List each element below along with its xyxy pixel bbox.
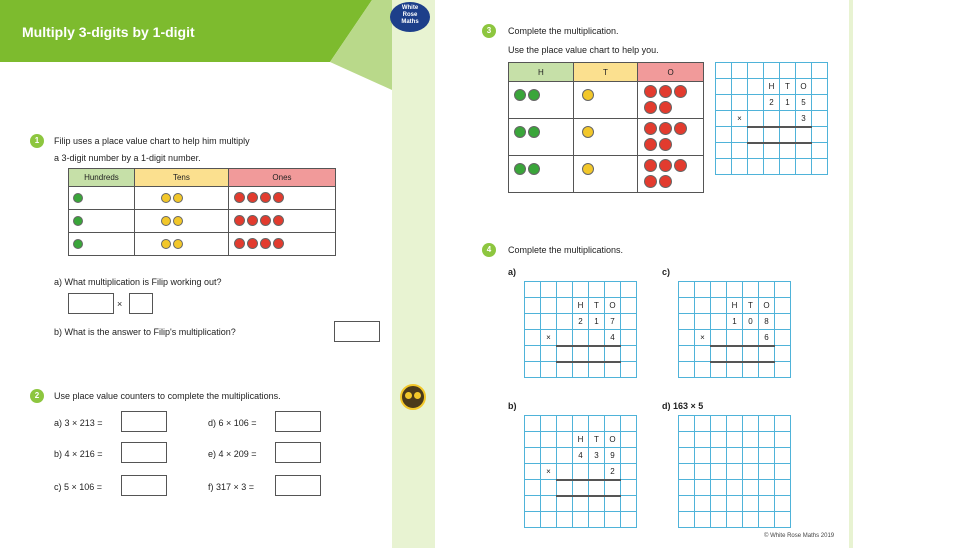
- q2c-label: c) 5 × 106 =: [54, 482, 103, 492]
- q2f-label: f) 317 × 3 =: [208, 482, 255, 492]
- q1-text-line2: a 3-digit number by a 1-digit number.: [54, 153, 201, 163]
- one-counter: [674, 122, 687, 135]
- one-counter: [644, 138, 657, 151]
- one-counter: [273, 238, 284, 249]
- q2e-answer-box[interactable]: [275, 442, 321, 463]
- hundred-counter: [514, 126, 526, 138]
- one-counter: [273, 192, 284, 203]
- table-row: [69, 187, 336, 210]
- q1-place-value-chart: [68, 168, 336, 256]
- q3-text-line1: Complete the multiplication.: [508, 26, 619, 36]
- grid-t-header: T: [589, 432, 605, 448]
- one-counter: [260, 238, 271, 249]
- grid-o-header: O: [796, 79, 812, 95]
- q4a-label: a): [508, 267, 517, 277]
- q2e-label: e) 4 × 209 =: [208, 449, 257, 459]
- one-counter: [273, 215, 284, 226]
- owl-mascot-icon: [400, 384, 426, 410]
- logo-line2: Rose: [402, 12, 418, 18]
- grid-digit: 3: [589, 448, 605, 464]
- q1b-text: b) What is the answer to Filip's multiplication?: [54, 327, 236, 337]
- grid-h-header: H: [573, 432, 589, 448]
- table-row: [509, 156, 704, 193]
- page-title: Multiply 3-digits by 1-digit: [22, 24, 195, 40]
- one-counter: [234, 238, 245, 249]
- grid-h-header: H: [573, 298, 589, 314]
- hundred-counter: [73, 216, 83, 226]
- grid-t-header: T: [743, 298, 759, 314]
- table-row: [69, 210, 336, 233]
- q2-text: Use place value counters to complete the multiplications.: [54, 391, 281, 401]
- q1a-answer-box-2[interactable]: [129, 293, 153, 314]
- q1-header-hundreds: Hundreds: [69, 169, 135, 187]
- table-row: [509, 82, 704, 119]
- q4d-label: d) 163 × 5: [662, 401, 704, 411]
- grid-digit: 4: [573, 448, 589, 464]
- q1a-times-sign: ×: [117, 299, 123, 309]
- q3-header-o: O: [638, 63, 704, 82]
- one-counter: [260, 215, 271, 226]
- right-page-edge: [849, 0, 853, 548]
- grid-digit: 0: [743, 314, 759, 330]
- q2a-label: a) 3 × 213 =: [54, 418, 103, 428]
- q3-working-grid[interactable]: [715, 62, 828, 175]
- hundred-counter: [528, 163, 540, 175]
- grid-multiplier: 4: [605, 330, 621, 346]
- q3-header-h: H: [509, 63, 574, 82]
- question-2-number: 2: [30, 389, 44, 403]
- grid-digit: 1: [727, 314, 743, 330]
- logo-line1: White: [401, 5, 419, 11]
- ten-counter: [161, 193, 171, 203]
- grid-t-header: T: [589, 298, 605, 314]
- q3-place-value-chart: [508, 62, 704, 193]
- hundred-counter: [528, 126, 540, 138]
- ten-counter: [161, 216, 171, 226]
- one-counter: [247, 238, 258, 249]
- ten-counter: [173, 193, 183, 203]
- ten-counter: [173, 239, 183, 249]
- grid-t-header: T: [780, 79, 796, 95]
- q1a-text: a) What multiplication is Filip working out?: [54, 277, 222, 287]
- q4c-working-grid[interactable]: [678, 281, 791, 378]
- one-counter: [247, 215, 258, 226]
- q2a-answer-box[interactable]: [121, 411, 167, 432]
- q2d-answer-box[interactable]: [275, 411, 321, 432]
- logo-line3: Maths: [401, 19, 419, 25]
- grid-times-sign: ×: [695, 330, 711, 346]
- owl-eye-icon: [414, 392, 421, 399]
- one-counter: [644, 122, 657, 135]
- title-banner: [0, 0, 435, 90]
- one-counter: [644, 85, 657, 98]
- ten-counter: [173, 216, 183, 226]
- ten-counter: [582, 126, 594, 138]
- owl-eye-icon: [405, 392, 412, 399]
- q1-header-tens: Tens: [134, 169, 228, 187]
- grid-digit: 7: [605, 314, 621, 330]
- table-row: [69, 233, 336, 256]
- q3-text-line2: Use the place value chart to help you.: [508, 45, 659, 55]
- grid-multiplier: 6: [759, 330, 775, 346]
- grid-h-header: H: [764, 79, 780, 95]
- grid-digit: 8: [759, 314, 775, 330]
- one-counter: [234, 215, 245, 226]
- hundred-counter: [528, 89, 540, 101]
- ten-counter: [161, 239, 171, 249]
- grid-o-header: O: [605, 432, 621, 448]
- grid-times-sign: ×: [541, 464, 557, 480]
- grid-digit: 2: [573, 314, 589, 330]
- q1-text-line1: Filip uses a place value chart to help him multiply: [54, 136, 250, 146]
- grid-times-sign: ×: [541, 330, 557, 346]
- grid-h-header: H: [727, 298, 743, 314]
- q2f-answer-box[interactable]: [275, 475, 321, 496]
- grid-digit: 1: [780, 95, 796, 111]
- one-counter: [659, 101, 672, 114]
- one-counter: [234, 192, 245, 203]
- q4-text: Complete the multiplications.: [508, 245, 624, 255]
- q4b-working-grid[interactable]: [524, 415, 637, 528]
- q4d-working-grid[interactable]: [678, 415, 791, 528]
- hundred-counter: [514, 163, 526, 175]
- one-counter: [260, 192, 271, 203]
- table-row: [509, 119, 704, 156]
- q4b-label: b): [508, 401, 517, 411]
- copyright-footer: © White Rose Maths 2019: [764, 533, 835, 539]
- one-counter: [674, 159, 687, 172]
- q2b-label: b) 4 × 216 =: [54, 449, 103, 459]
- q2c-answer-box[interactable]: [121, 475, 167, 496]
- q3-header-t: T: [573, 63, 638, 82]
- one-counter: [659, 138, 672, 151]
- ten-counter: [582, 163, 594, 175]
- question-1-number: 1: [30, 134, 44, 148]
- grid-times-sign: ×: [732, 111, 748, 127]
- ten-counter: [582, 89, 594, 101]
- q1b-answer-box[interactable]: [334, 321, 380, 342]
- q1a-answer-box-1[interactable]: [68, 293, 114, 314]
- grid-digit: 2: [764, 95, 780, 111]
- q1-header-ones: Ones: [228, 169, 335, 187]
- one-counter: [659, 159, 672, 172]
- grid-multiplier: 3: [796, 111, 812, 127]
- white-rose-logo: [390, 2, 430, 32]
- grid-digit: 9: [605, 448, 621, 464]
- hundred-counter: [73, 193, 83, 203]
- hundred-counter: [73, 239, 83, 249]
- one-counter: [644, 175, 657, 188]
- question-4-number: 4: [482, 243, 496, 257]
- grid-o-header: O: [605, 298, 621, 314]
- question-3-number: 3: [482, 24, 496, 38]
- one-counter: [644, 159, 657, 172]
- one-counter: [659, 85, 672, 98]
- one-counter: [659, 175, 672, 188]
- q4c-label: c): [662, 267, 671, 277]
- grid-o-header: O: [759, 298, 775, 314]
- q4a-working-grid[interactable]: [524, 281, 637, 378]
- hundred-counter: [514, 89, 526, 101]
- q2d-label: d) 6 × 106 =: [208, 418, 257, 428]
- one-counter: [247, 192, 258, 203]
- grid-digit: 5: [796, 95, 812, 111]
- q2b-answer-box[interactable]: [121, 442, 167, 463]
- grid-digit: 1: [589, 314, 605, 330]
- grid-multiplier: 2: [605, 464, 621, 480]
- one-counter: [644, 101, 657, 114]
- one-counter: [659, 122, 672, 135]
- one-counter: [674, 85, 687, 98]
